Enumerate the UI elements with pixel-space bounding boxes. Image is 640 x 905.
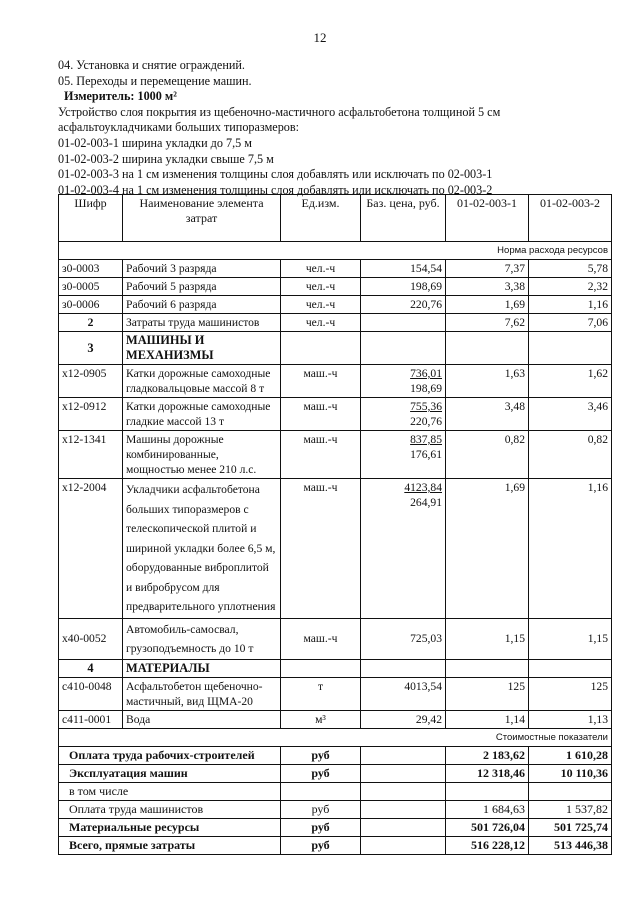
cell-name: Затраты труда машинистов [123,314,281,332]
cell-code: з0-0003 [59,260,123,278]
cell-value-1: 1,15 [446,618,529,659]
total-value-2: 10 110,36 [529,764,612,782]
header-unit: Ед.изм. [281,195,361,242]
section-row [59,332,612,365]
total-unit: руб [281,836,361,854]
table-row [59,296,612,314]
cell-price [361,479,446,619]
intro-line-1: 04. Установка и снятие ограждений. [58,58,245,72]
cell-code: х12-0905 [59,365,123,398]
section-title: МАТЕРИАЛЫ [123,659,281,677]
cell-unit: чел.-ч [281,296,361,314]
total-unit: руб [281,746,361,764]
cell-name: Рабочий 6 разряда [123,296,281,314]
total-row [59,782,612,800]
cell-unit: маш.-ч [281,431,361,479]
cell-unit: маш.-ч [281,398,361,431]
code-line: 01-02-003-1 ширина укладки до 7,5 м [58,135,253,150]
table-row [59,365,612,398]
table-row [59,260,612,278]
cell-price: 154,54 [361,260,446,278]
price-main: 755,36 [410,400,442,413]
cell-value-2: 1,16 [529,479,612,619]
price-secondary: 176,61 [410,448,442,461]
cell-name: Катки дорожные самоходные гладкие массой 13 т [123,398,281,431]
cell-name: Рабочий 3 разряда [123,260,281,278]
cell-price: 4013,54 [361,677,446,710]
total-label: Всего, прямые затраты [59,836,281,854]
cell-unit: чел.-ч [281,278,361,296]
total-value-1: 1 684,63 [446,800,529,818]
cell-unit: м³ [281,710,361,728]
total-unit: руб [281,800,361,818]
cell-code: с411-0001 [59,710,123,728]
cell-value-1: 3,38 [446,278,529,296]
total-label: в том числе [59,782,281,800]
cell-code: с410-0048 [59,677,123,710]
cell-name: Рабочий 5 разряда [123,278,281,296]
cell-code: з0-0006 [59,296,123,314]
section-code: 4 [59,659,123,677]
table-row [59,479,612,619]
cell-value-2: 7,06 [529,314,612,332]
cell-unit: т [281,677,361,710]
cell-unit: маш.-ч [281,618,361,659]
cell-unit: маш.-ч [281,365,361,398]
header-col2: 01-02-003-2 [529,195,612,242]
cell-name: Асфальтобетон щебеночно-мастичный, вид ЩМА-20 [123,677,281,710]
cell-unit: чел.-ч [281,314,361,332]
description-line-2: асфальтоукладчиками больших типоразмеров: [58,120,300,135]
table-row [59,677,612,710]
cell-value-1: 7,62 [446,314,529,332]
total-value-1: 12 318,46 [446,764,529,782]
cell-price [361,365,446,398]
cell-price: 725,03 [361,618,446,659]
total-value-2: 513 446,38 [529,836,612,854]
intro-block [58,58,618,198]
code-line: 01-02-003-4 на 1 см изменения толщины слоя добавлять или исключать по 02-003-2 [58,182,493,197]
cell-value-2: 1,15 [529,618,612,659]
cell-code: з0-0005 [59,278,123,296]
header-price: Баз. цена, руб. [361,195,446,242]
cell-price [361,314,446,332]
table-row [59,710,612,728]
cell-value-2: 2,32 [529,278,612,296]
cell-value-2: 5,78 [529,260,612,278]
total-label: Эксплуатация машин [59,764,281,782]
total-unit: руб [281,764,361,782]
price-main: 736,01 [410,367,442,380]
total-value-1: 2 183,62 [446,746,529,764]
cell-code: х40-0052 [59,618,123,659]
code-line: 01-02-003-3 на 1 см изменения толщины слоя добавлять или исключать по 02-003-1 [58,167,493,182]
table-row [59,278,612,296]
measure-unit: Измеритель: 1000 м² [64,89,177,104]
cost-note: Стоимостные показатели [59,728,612,746]
cell-value-1: 125 [446,677,529,710]
cell-name: Автомобиль-самосвал, грузоподъемность до 10 т [123,618,281,659]
cell-name: Катки дорожные самоходные гладковальцовые массой 8 т [123,365,281,398]
price-main: 837,85 [410,433,442,446]
cell-name: Машины дорожные комбинированные, мощностью менее 210 л.с. [123,431,281,479]
header-code: Шифр [59,195,123,242]
header-col1: 01-02-003-1 [446,195,529,242]
table-row [59,618,612,659]
table-row [59,431,612,479]
section-code: 3 [59,332,123,365]
total-row [59,818,612,836]
table-header-row [59,195,612,242]
section-row [59,659,612,677]
code-line: 01-02-003-2 ширина укладки свыше 7,5 м [58,151,274,166]
cell-price [361,398,446,431]
page-number: 12 [313,30,327,45]
resource-table [58,194,612,855]
cell-name: Вода [123,710,281,728]
total-value-2: 1 537,82 [529,800,612,818]
cell-value-1: 1,69 [446,296,529,314]
total-label: Оплата труда машинистов [59,800,281,818]
cell-value-2: 3,46 [529,398,612,431]
total-row [59,800,612,818]
cell-unit: маш.-ч [281,479,361,619]
cell-value-1: 3,48 [446,398,529,431]
total-label: Материальные ресурсы [59,818,281,836]
price-secondary: 220,76 [410,415,442,428]
total-value-1: 516 228,12 [446,836,529,854]
cell-code: 2 [59,314,123,332]
cell-value-1: 1,14 [446,710,529,728]
cell-value-2: 0,82 [529,431,612,479]
total-row [59,746,612,764]
table-row [59,398,612,431]
cell-price: 220,76 [361,296,446,314]
price-main: 4123,84 [404,481,442,494]
cell-price: 29,42 [361,710,446,728]
total-value-2: 1 610,28 [529,746,612,764]
cell-value-1: 7,37 [446,260,529,278]
cell-name: Укладчики асфальтобетона больших типоразмеров с телескопической плитой и шириной укладки более 6,5 м, оборудованные виброплитой и вибробрусом для предварительного уплотнения [123,479,281,619]
cell-price: 198,69 [361,278,446,296]
cell-code: х12-0912 [59,398,123,431]
cell-code: х12-1341 [59,431,123,479]
cell-unit: чел.-ч [281,260,361,278]
cell-value-2: 125 [529,677,612,710]
intro-line-2: 05. Переходы и перемещение машин. [58,73,252,88]
norm-note: Норма расхода ресурсов [59,242,612,260]
total-row [59,836,612,854]
total-row [59,764,612,782]
cell-value-2: 1,13 [529,710,612,728]
cell-value-2: 1,62 [529,365,612,398]
cell-value-1: 1,63 [446,365,529,398]
price-secondary: 264,91 [410,496,442,509]
total-label: Оплата труда рабочих-строителей [59,746,281,764]
table-row [59,314,612,332]
cell-price [361,431,446,479]
header-name: Наименование элемента затрат [123,195,281,242]
total-value-2: 501 725,74 [529,818,612,836]
total-value-1: 501 726,04 [446,818,529,836]
cell-value-1: 0,82 [446,431,529,479]
description-line-1: Устройство слоя покрытия из щебеночно-мастичного асфальтобетона толщиной 5 см [58,104,501,119]
total-unit: руб [281,818,361,836]
cell-value-1: 1,69 [446,479,529,619]
cell-value-2: 1,16 [529,296,612,314]
section-title: МАШИНЫ И МЕХАНИЗМЫ [123,332,281,365]
cell-code: х12-2004 [59,479,123,619]
price-secondary: 198,69 [410,382,442,395]
